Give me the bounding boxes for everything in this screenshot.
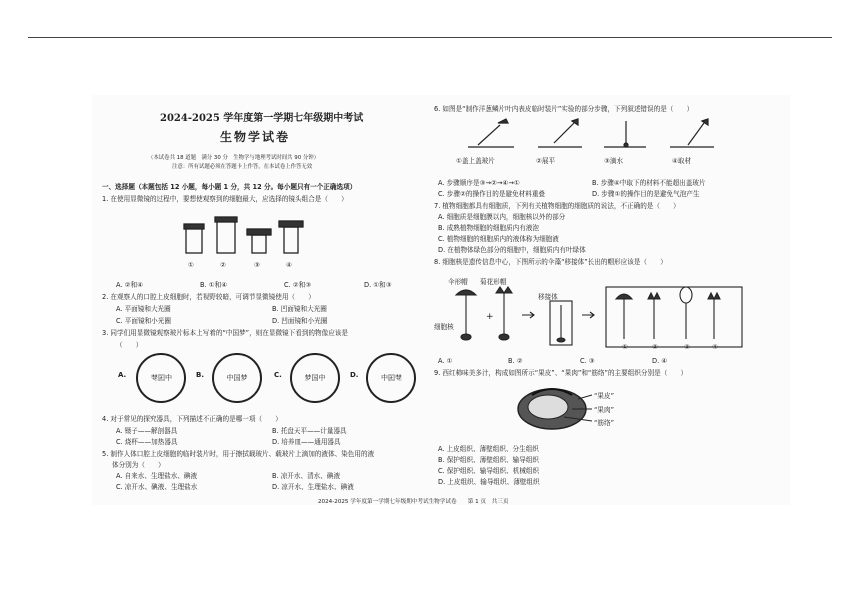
q7-option-c: C. 植物细胞的细胞质内的液体称为细胞液	[438, 235, 559, 243]
q8-label-chrysanthemum-cap: 菊花形帽	[480, 278, 507, 286]
q8-option-b: B. ②	[508, 357, 523, 365]
q6-step-4: ④取材	[672, 157, 692, 165]
top-rule	[28, 37, 832, 38]
section-1-heading: 一、选择题（本题包括 12 小题，每小题 1 分，共 12 分。每小题只有一个正确选项）	[102, 183, 357, 191]
q2-stem: 2. 在观察人的口腔上皮细胞时，若视野较暗，可调节显微镜使用（ ）	[102, 293, 315, 301]
q6-step-2: ②展平	[536, 157, 556, 165]
q4-option-c: C. 烧杯——加热器具	[116, 438, 178, 446]
instruction-line-1: （本试卷共 18 道题 满分 30 分 生物学与地理考试时间共 90 分钟）	[148, 155, 320, 161]
q1-option-a: A. ②和④	[116, 281, 144, 289]
q1-label-4: ④	[286, 261, 292, 269]
q6-steps-figure	[464, 117, 724, 153]
q3-stem: 3. 同学们用显微镜观察玻片标本上写着的“中国梦”，则在显微镜下看到的物像应该是	[102, 329, 348, 337]
q8-acetabularia-figure	[454, 285, 754, 351]
q8-option-a: A. ①	[438, 357, 453, 365]
q1-label-1: ①	[188, 261, 194, 269]
q3-option-c-circle	[290, 353, 340, 403]
q6-step-3: ③滴水	[604, 157, 624, 165]
q3-option-b-text: 中国梦	[226, 374, 248, 382]
q8-label-umbrella-cap: 伞形帽	[448, 278, 468, 286]
q6-option-d: D. 步骤①的操作目的是避免气泡产生	[592, 190, 700, 198]
q3-option-a-text: 中国梦	[150, 374, 172, 382]
q9-option-b: B. 保护组织、薄壁组织、输导组织	[438, 456, 540, 464]
q8-label-graft: 移接体	[538, 293, 558, 301]
q1-label-3: ③	[254, 261, 260, 269]
page-footer: 2024-2025 学年度第一学期七年级期中考试生物学试卷 第 1 页 共三页	[318, 499, 509, 505]
instruction-line-2: 注意：所有试题必须在答题卡上作答，在本试卷上作答无效	[172, 164, 313, 170]
q4-option-a: A. 镊子——解剖器具	[116, 427, 178, 435]
q4-stem: 4. 对于常见的探究器具，下列描述不正确的是哪一项（ ）	[102, 415, 282, 423]
q9-option-c: C. 保护组织、输导组织、机械组织	[438, 467, 540, 475]
q6-option-c: C. 步骤②的操作目的是避免材料重叠	[438, 190, 546, 198]
q8-choice-label-4: ④	[712, 343, 718, 351]
q4-option-d: D. 培养皿——通用器具	[272, 438, 341, 446]
q3-option-c-text: 梦国中	[304, 374, 326, 382]
q8-choice-label-3: ③	[684, 343, 690, 351]
exam-title: 2024-2025 学年度第一学期七年级期中考试	[160, 113, 364, 124]
exam-paper	[92, 95, 790, 505]
q2-option-d: D. 凹面镜和小光圈	[272, 317, 328, 325]
q3-option-c-letter: C.	[274, 371, 282, 379]
q1-option-c: C. ②和③	[284, 281, 312, 289]
svg-text:+: +	[486, 312, 494, 322]
q2-option-b: B. 凹面镜和大光圈	[272, 305, 327, 313]
q3-option-d-letter: D.	[350, 371, 359, 379]
q9-label-peel: “果皮”	[594, 392, 615, 400]
q5-option-a: A. 自来水、生理盐水、碘液	[116, 472, 198, 480]
q9-label-veins: “筋络”	[594, 419, 615, 427]
q8-option-d: D. ④	[652, 357, 668, 365]
q9-tomato-figure	[512, 383, 592, 433]
q8-option-c: C. ③	[580, 357, 595, 365]
q5-option-b: B. 凉开水、清水、碘液	[272, 472, 341, 480]
q6-stem: 6. 如图是“制作洋葱鳞片叶内表皮临时装片”实验的部分步骤，下列叙述错误的是（ ）	[434, 105, 694, 113]
q5-stem-cont: 体分别为（ ）	[112, 461, 165, 469]
q5-option-c: C. 凉开水、碘液、生理盐水	[116, 483, 198, 491]
q3-option-d-circle	[366, 353, 416, 403]
q7-option-b: B. 成熟植物细胞的细胞质内有液泡	[438, 224, 540, 232]
q8-label-nucleus: 细胞核	[434, 323, 454, 331]
q7-stem: 7. 植物细胞都具有细胞质，下列有关植物细胞的细胞质的说法，不正确的是（ ）	[434, 202, 680, 210]
q9-option-d: D. 上皮组织、输导组织、薄壁组织	[438, 478, 540, 486]
q3-option-a-circle	[136, 353, 186, 403]
q3-option-b-circle	[212, 353, 262, 403]
q1-option-d: D. ①和③	[364, 281, 392, 289]
q9-label-flesh: “果肉”	[594, 406, 615, 414]
q3-option-b-letter: B.	[196, 371, 204, 379]
q7-option-a: A. 细胞质是细胞膜以内，细胞核以外的部分	[438, 213, 566, 221]
q6-option-a: A. 步骤顺序是③→②→④→①	[438, 179, 520, 187]
q9-option-a: A. 上皮组织、薄壁组织、分生组织	[438, 445, 539, 453]
q8-stem: 8. 细胞核是遗传信息中心，下图所示的伞藻“移接体”长出的帽形应该是（ ）	[434, 258, 667, 266]
q3-paren: （ ）	[116, 341, 143, 349]
q2-option-c: C. 平面镜和小光圈	[116, 317, 171, 325]
q1-option-b: B. ①和④	[200, 281, 228, 289]
q6-option-b: B. 步骤④中取下的材料不能超出盖玻片	[592, 179, 706, 187]
q5-option-d: D. 凉开水、生理盐水、碘液	[272, 483, 354, 491]
q5-stem: 5. 制作人体口腔上皮细胞的临时装片时，用于擦拭载玻片、载玻片上滴加的液体、染色用的液	[102, 450, 375, 458]
q3-option-d-text: 梦国中	[380, 374, 402, 382]
q9-stem: 9. 西红柿味美多汁，构成如图所示“果皮”、“果肉”和“筋络”的主要组织分别是（ ）	[434, 369, 688, 377]
q3-option-a-letter: A.	[118, 371, 127, 379]
q1-label-2: ②	[220, 261, 226, 269]
q4-option-b: B. 托盘天平——计量器具	[272, 427, 347, 435]
exam-subtitle: 生物学试卷	[220, 130, 291, 144]
q6-step-1: ①盖上盖玻片	[456, 157, 495, 165]
q2-option-a: A. 平面镜和大光圈	[116, 305, 171, 313]
q8-choice-label-2: ②	[652, 343, 658, 351]
q7-option-d: D. 在植物体绿色部分的细胞中，细胞质内有叶绿体	[438, 246, 586, 254]
q8-choice-label-1: ①	[622, 343, 628, 351]
q1-stem: 1. 在使用显微镜的过程中，要想使观察到的细胞最大，应选择的镜头组合是（ ）	[102, 195, 348, 203]
